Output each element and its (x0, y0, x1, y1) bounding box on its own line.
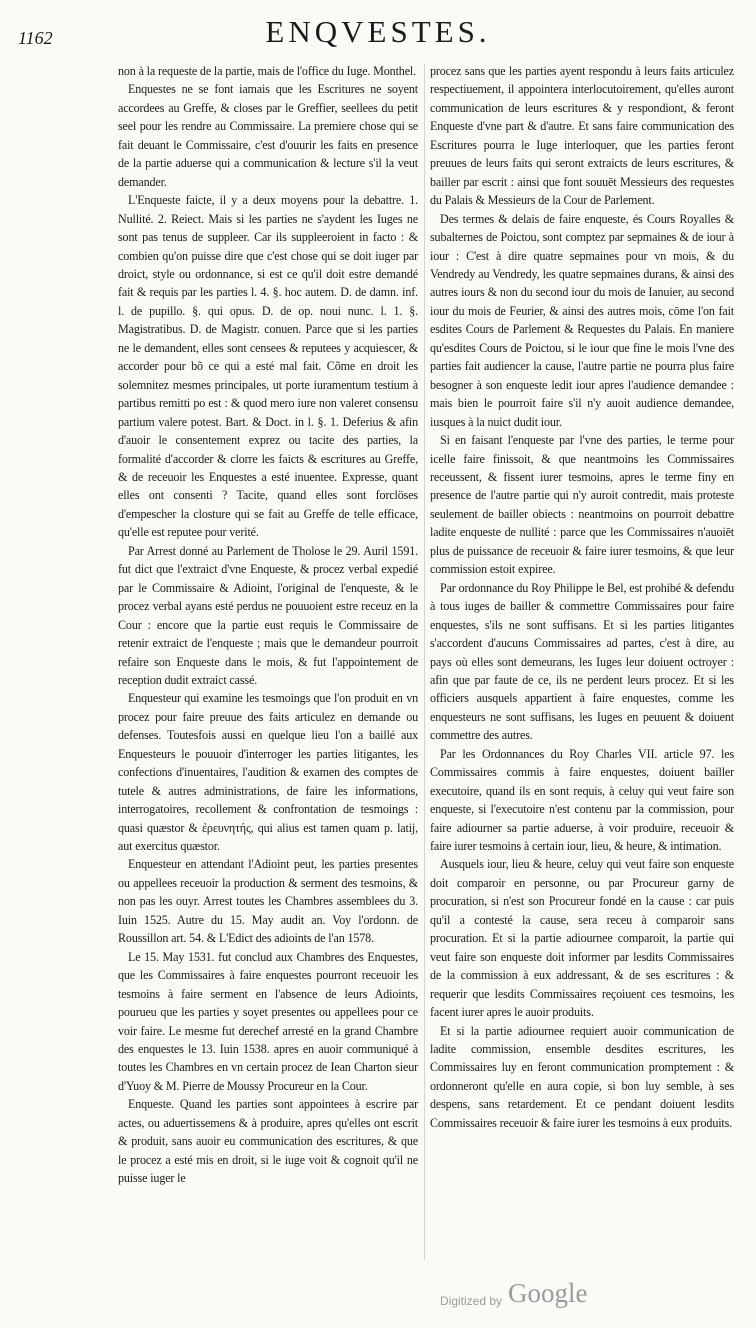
paragraph: Des termes & delais de faire enqueste, és Cours Royalles & subalternes de Poictou, sont comptez par sepmaines & de iour à iour : C'est à dire quatre sepmaines pour vn mois, & du Vendredy au Vendredy, les quatre sepmaines durans, & ainsi des autres iours & non du second iour du mois de Ianuier, au second iour du mois de Feurier, & ainsi des autres mois, cōme l'on fait esdites Cours de Parlement & Requestes du Palais. En maniere qu'esdites Cours de Poictou, si le iour que fine le mois l'vne des parties fait audiencer la cause, l'autre partie ne pourra plus faire besogner à son enqueste ledit iour apres l'audience demandee : mais bien le pourroit faire s'il n'y auoit audience demandee, iusques à la nuict dudit iour. (430, 211, 734, 429)
paragraph: Enqueste. Quand les parties sont appointees à escrire par actes, ou aduertissemens & à produire, apres qu'elles ont escrit & produit, sans auoir eu communication des escritures, & que le procez a esté mis en droit, si le iuge voit & cognoit qu'il ne puisse iuger le (118, 1097, 418, 1186)
paragraph: Enquesteur qui examine les tesmoings que l'on produit en vn procez pour faire preuue des faits articulez en demande ou defenses. Toutesfois aussi en quelque lieu l'on a baillé aux Enquesteurs le pouuoir d'interroger les parties litigantes, les confections d'inuentaires, l'audition & examen des comptes de tutele & autres administrations, de faire les informations, interrogatoires, recollement & confrontation de tesmoings : quasi quæstor & ἐρευνητής, qui alius est tamen quam p. latij, aut exercitus quæstor. (118, 691, 418, 854)
paragraph: Par Arrest donné au Parlement de Tholose le 29. Auril 1591. fut dict que l'extraict d'vne Enqueste, & procez verbal expedié par le Commissaire & Adioint, l'original de l'enqueste, & le procez verbal ayans esté perdus ne pouuoient estre receuz en la Cour : encore que la partie eust requis le Commissaire de retenir extraict de l'enqueste ; mais que le demandeur pourroit refaire son Enqueste dans le mois, & fut l'appointement de reception dudit extraict cassé. (118, 543, 418, 687)
paragraph: non à la requeste de la partie, mais de l'office du Iuge. Monthel. (118, 64, 416, 78)
paragraph: Enquestes ne se font iamais que les Escritures ne soyent accordees au Greffe, & closes par le Greffier, seellees du petit seel pour les rendre au Commissaire. La premiere chose qui se fait deuant le Commissaire, c'est d'ouurir les faits en presence de la partie aduerse qui a communication & lecture s'il la veut demander. (118, 82, 418, 189)
paragraph: Par les Ordonnances du Roy Charles VII. article 97. les Commissaires commis à faire enquestes, doiuent bailler executoire, quand ils en sont requis, à celuy qui veut faire son enqueste, si l'executoire n'est contenu par la commission, pour faire adiourner sa partie aduerse, à voir produire, receuoir & faire iurer tesmoins à certain iour, lieu, & heure, & intimation. (430, 746, 734, 854)
column-divider (424, 64, 425, 1260)
google-wordmark: Google (508, 1278, 588, 1308)
paragraph: Le 15. May 1531. fut conclud aux Chambres des Enquestes, que les Commissaires à faire enquestes pourront receuoir les tesmoins à faire serment en l'absence de leurs Adioints, pourueu que les parties y soyet presentes ou appellees pour ce voir faire. Le mesme fut derechef arresté en la grand Chambre des enquestes le 13. Iuin 1538. apres en auoir communiqué à toutes les Chambres en vn certain procez de Iean Charton sieur d'Yuoy & M. Pierre de Moussy Procureur en la Cour. (118, 949, 418, 1093)
paragraph: Si en faisant l'enqueste par l'vne des parties, le terme pour icelle faire finissoit, & que neantmoins les Commissaires receussent, & fissent iurer tesmoins, apres le terme finy en presence de l'autre partie qui n'y auroit contredit, mais proteste seulement de bailler obiects : neantmoins on pourroit debattre ladite enqueste de nullité : parce que les Commissaires n'auoiēt plus de puissance de receuoir & faire iurer tesmoins, & que leur commission estoit expiree. (430, 433, 734, 577)
running-title: ENQVESTES. (265, 14, 491, 49)
right-column (430, 62, 734, 1132)
digitized-prefix: Digitized by (440, 1294, 503, 1308)
paragraph: Ausquels iour, lieu & heure, celuy qui veut faire son enqueste doit comparoir en personne, ou par Procureur garny de procuration, si n'est son Procureur fondé en la cause : car puis qu'il a contesté la cause, sera receu à comparoir sans procuration. Et si la partie adiournee comparoit, la partie qui veut faire son enqueste doit informer par lesdits Commissaires de la commission à eux addressant, & de ses escritures : & requerir que lesdits Commissaires reçoiuent ces tesmoins, les facent iurer apres le auoir produits. (430, 857, 734, 1020)
page-header (0, 0, 756, 64)
page-number: 1162 (18, 28, 53, 48)
paragraph: procez sans que les parties ayent respondu à leurs faits articulez respectiuement, il appointera interlocutoirement, qu'elles auront communication de leurs escritures & y respondiont, & feront Enqueste d'vne part & d'autre. Et sans faire communication des Escritures pourra le Iuge interloquer, que les parties feront preuues de leurs faits qui seront extraicts de leurs escritures, & bailler par escrit : ainsi que font souuēt Messieurs des requestes du Palais & Messieurs de la Cour de Parlement. (430, 64, 734, 208)
paragraph: Par ordonnance du Roy Philippe le Bel, est prohibé & defendu à tous iuges de bailler & commettre Commissaires pour faire enquestes, s'ils ne sont suffisans. Et si les parties litigantes s'accordent d'aucuns Commissaires ad partes, c'est à dire, au pays où elles sont demeurans, les Iuges leur doiuent octroyer : afin que par faute de ce, ils ne perdent leurs procez. Et si les officiers ausquels appartient à faire enquestes, comme les enquesteurs ne sont suffisans, les Iuges en peuuent & doiuent commettre des autres. (430, 580, 734, 743)
paragraph: Enquesteur en attendant l'Adioint peut, les parties presentes ou appellees receuoir la production & serment des tesmoins, & non pas les ouyr. Arrest toutes les Chambres assemblees du 3. Iuin 1525. Autre du 15. May audit an. Voy l'ordonn. de Roussillon art. 54. & L'Edict des adioints de l'an 1578. (118, 857, 418, 946)
left-column (118, 62, 418, 1188)
digitized-by-google-watermark (440, 1280, 620, 1320)
paragraph: Et si la partie adiournee requiert auoir communication de ladite commission, ensemble desdites escritures, les Commissaires luy en feront communication promptement : & ordonneront qu'elle en aura copie, si bon luy semble, à ses despens, sans retardement. Et ce pendant doiuent lesdits Commissaires receuoir & faire iurer les tesmoins à eux produits. (430, 1023, 734, 1130)
paragraph: L'Enqueste faicte, il y a deux moyens pour la debattre. 1. Nullité. 2. Reiect. Mais si les parties ne s'aydent les Iuges ne sont pas tenus de suppleer. Car ils suppleeroient in facto : & combien qu'on puisse dire que c'est chose qui se doit iuger par droict, style ou ordonnance, si est ce qu'il doit estre demandé fait & requis par les parties l. 4. §. hoc autem. D. de damn. inf. l. de pupillo. §. qui opus. D. de op. noui nunc. l. 1. §. Magistratibus. D. de Magistr. conuen. Parce que si les parties ne le demandent, elles sont censees & reputees y acquiescer, & accorder pour bõ ce qui a esté mal fait. Cõme en droit les solemnitez mesmes principales, ut porte iuramentum testium à partibus remitti po est : & quod mero iure non valeret consensu partium valere potest. Bart. & Doct. in l. §. 1. Deferius & afin d'auoir le consentement exprez ou tacite des parties, la formalité d'accorder & clorre les faicts & escritures au Greffe, & de receuoir les Enquestes a esté inuentee. Expresse, quant elles ont consenti ? Tacite, quand elles sont forclöses d'empescher la closture qui se fait au Greffe de telle efficace, qu'elle est reputee pour verité. (118, 193, 418, 540)
